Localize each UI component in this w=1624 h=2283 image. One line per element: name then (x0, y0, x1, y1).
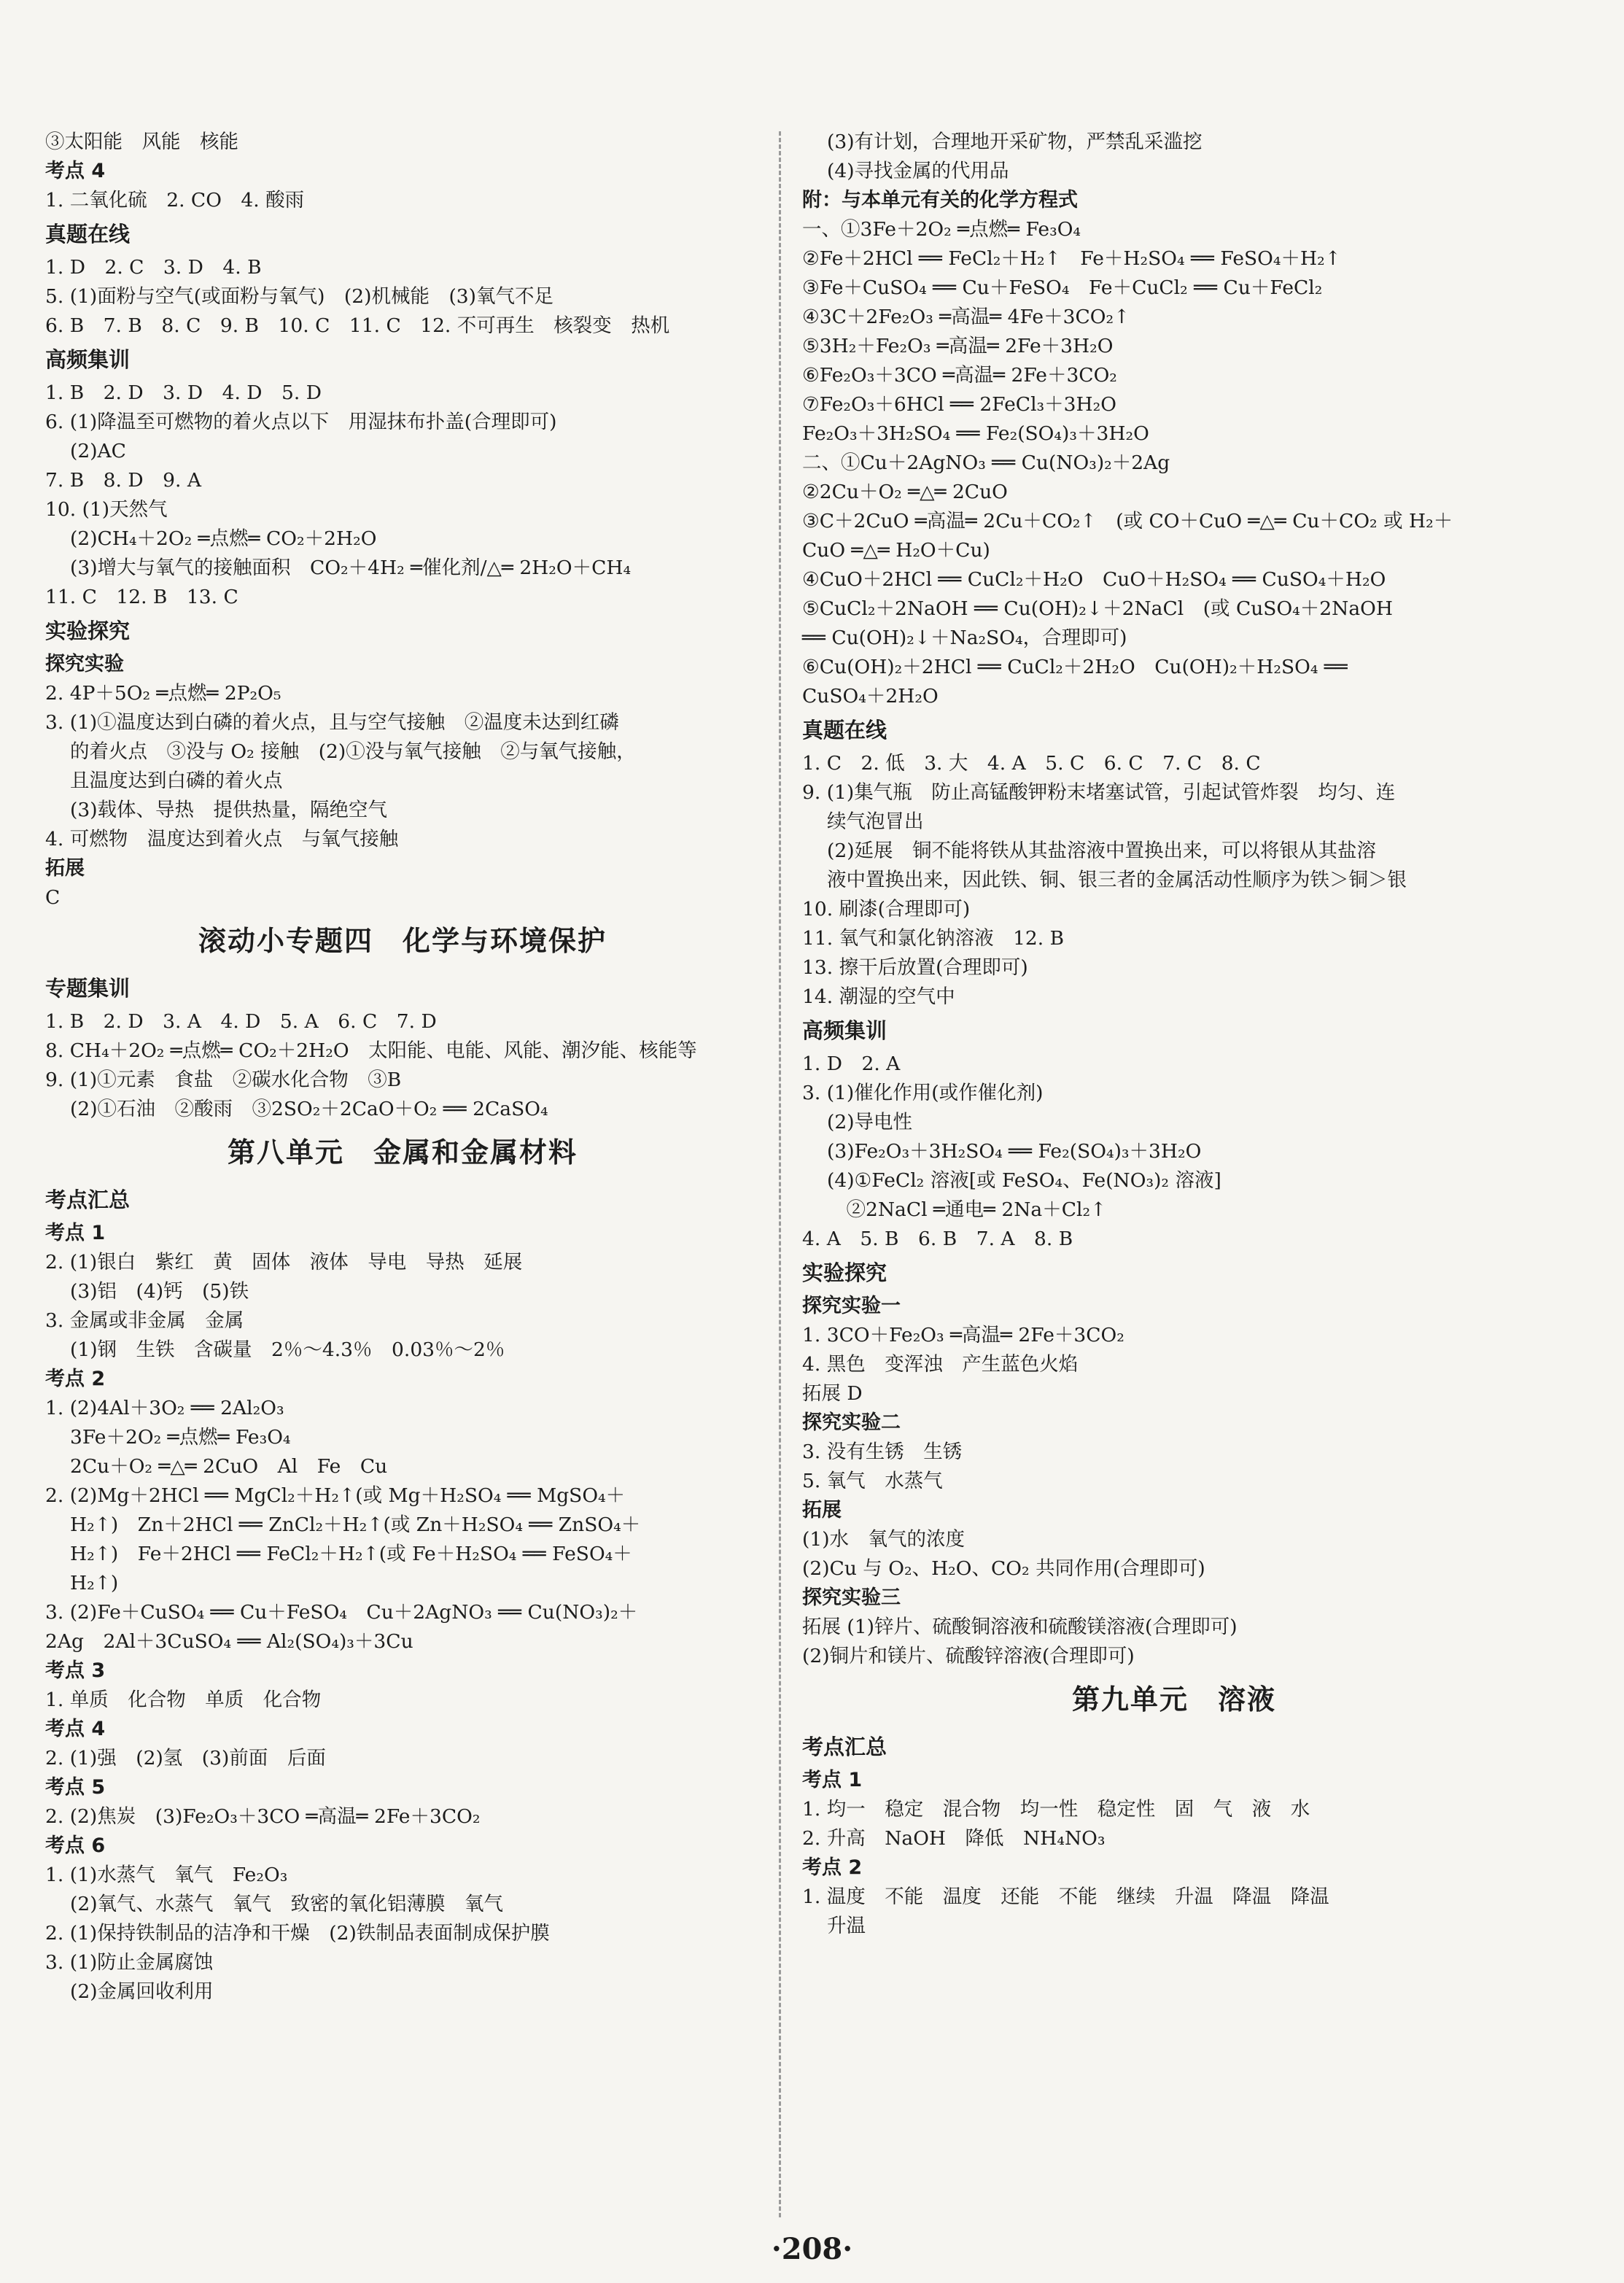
answer-line: 8. CH₄＋2O₂ ═点燃═ CO₂＋2H₂O 太阳能、电能、风能、潮汐能、核能等 (45, 1039, 697, 1062)
answer-line: 1. 二氧化硫 2. CO 4. 酸雨 (45, 189, 305, 212)
answer-line: 1. B 2. D 3. A 4. D 5. A 6. C 7. D (45, 1010, 437, 1033)
answer-line: 6. B 7. B 8. C 9. B 10. C 11. C 12. 不可再生 核裂变 热机 (45, 314, 670, 337)
answer-line: ②2NaCl ═通电═ 2Na＋Cl₂↑ (827, 1198, 1107, 1221)
answer-line: (2)导电性 (827, 1111, 913, 1133)
subsection-heading: 考点 4 (45, 1718, 106, 1740)
answer-line: 2Ag 2Al＋3CuSO₄ ══ Al₂(SO₄)₃＋3Cu (45, 1630, 413, 1653)
answer-line: 2Cu＋O₂ ═△═ 2CuO Al Fe Cu (70, 1455, 388, 1478)
answer-line: (3)增大与氧气的接触面积 CO₂＋4H₂ ═催化剂/△═ 2H₂O＋CH₄ (70, 557, 632, 579)
answer-line: ②Fe＋2HCl ══ FeCl₂＋H₂↑ Fe＋H₂SO₄ ══ FeSO₄＋H₂↑ (802, 247, 1341, 270)
answer-line: 3. (2)Fe＋CuSO₄ ══ Cu＋FeSO₄ Cu＋2AgNO₃ ══ Cu(NO₃)₂＋ (45, 1601, 638, 1624)
answer-line: ⑤3H₂＋Fe₂O₃ ═高温═ 2Fe＋3H₂O (802, 335, 1114, 357)
answer-line: (2)AC (70, 440, 126, 462)
answer-line: 4. 黑色 变浑浊 产生蓝色火焰 (802, 1353, 1079, 1376)
column-divider (779, 131, 781, 2217)
answer-line: (1)钢 生铁 含碳量 2％～4.3％ 0.03％～2％ (70, 1338, 505, 1361)
answer-line: 1. 3CO＋Fe₂O₃ ═高温═ 2Fe＋3CO₂ (802, 1324, 1124, 1346)
section-heading: 考点汇总 (45, 1187, 131, 1212)
answer-line: (2)金属回收利用 (70, 1980, 214, 2003)
answer-line: ③太阳能 风能 核能 (45, 131, 238, 153)
subsection-heading: 探究实验一 (802, 1295, 901, 1317)
answer-line: 9. (1)集气瓶 防止高锰酸钾粉末堵塞试管，引起试管炸裂 均匀、连 (802, 781, 1396, 804)
answer-line: ④CuO＋2HCl ══ CuCl₂＋H₂O CuO＋H₂SO₄ ══ CuSO₄＋H₂O (802, 568, 1386, 591)
answer-line: 1. C 2. 低 3. 大 4. A 5. C 6. C 7. C 8. C (802, 752, 1261, 775)
answer-line: 升温 (827, 1915, 866, 1937)
answer-line: Fe₂O₃＋3H₂SO₄ ══ Fe₂(SO₄)₃＋3H₂O (802, 422, 1149, 445)
answer-line: 10. 刷漆(合理即可) (802, 898, 971, 920)
subsection-heading: 考点 6 (45, 1834, 106, 1857)
subsection-heading: 考点 4 (45, 160, 106, 182)
page-number: ·208· (771, 2232, 853, 2266)
answer-line: 1. 均一 稳定 混合物 均一性 稳定性 固 气 液 水 (802, 1798, 1310, 1821)
answer-line: ⑤CuCl₂＋2NaOH ══ Cu(OH)₂↓＋2NaCl (或 CuSO₄＋2NaOH (802, 597, 1393, 620)
answer-line: 4. 可燃物 温度达到着火点 与氧气接触 (45, 828, 399, 850)
subsection-heading: 探究实验三 (802, 1586, 901, 1609)
answer-line: 2. (2)Mg＋2HCl ══ MgCl₂＋H₂↑(或 Mg＋H₂SO₄ ══ MgSO₄＋ (45, 1484, 626, 1507)
answer-line: H₂↑) Zn＋2HCl ══ ZnCl₂＋H₂↑(或 Zn＋H₂SO₄ ══ ZnSO₄＋ (70, 1513, 641, 1536)
answer-line: 拓展 (1)锌片、硫酸铜溶液和硫酸镁溶液(合理即可) (802, 1616, 1238, 1638)
answer-line: 的着火点 ③没与 O₂ 接触 (2)①没与氧气接触 ②与氧气接触， (70, 740, 636, 763)
left-column (45, 128, 760, 2007)
answer-line: 3. 金属或非金属 金属 (45, 1309, 244, 1332)
answer-line: 10. (1)天然气 (45, 498, 168, 521)
subsection-heading: 考点 2 (802, 1856, 863, 1879)
subsection-heading: 考点 1 (45, 1222, 106, 1244)
answer-line: H₂↑) Fe＋2HCl ══ FeCl₂＋H₂↑(或 Fe＋H₂SO₄ ══ FeSO₄＋ (70, 1543, 632, 1565)
answer-line: (2)Cu 与 O₂、H₂O、CO₂ 共同作用(合理即可) (802, 1557, 1205, 1580)
subsection-heading: 探究实验 (45, 653, 124, 675)
answer-line: 1. (1)水蒸气 氧气 Fe₂O₃ (45, 1864, 288, 1886)
subsection-heading: 拓展 (45, 857, 85, 880)
answer-line: 9. (1)①元素 食盐 ②碳水化合物 ③B (45, 1069, 402, 1091)
answer-line: ③C＋2CuO ═高温═ 2Cu＋CO₂↑ (或 CO＋CuO ═△═ Cu＋CO₂ 或 H₂＋ (802, 510, 1453, 532)
answer-line: C (45, 886, 61, 909)
unit-title: 滚动小专题四 化学与环境保护 (198, 925, 607, 957)
answer-line: 2. (1)强 (2)氢 (3)前面 后面 (45, 1747, 326, 1770)
subsection-heading: 附：与本单元有关的化学方程式 (802, 189, 1078, 212)
answer-line: 1. 温度 不能 温度 还能 不能 继续 升温 降温 降温 (802, 1885, 1329, 1908)
answer-line: ②2Cu＋O₂ ═△═ 2CuO (802, 481, 1008, 503)
answer-line: (2)延展 铜不能将铁从其盐溶液中置换出来，可以将银从其盐溶 (827, 840, 1377, 862)
answer-line: 2. (1)保持铁制品的洁净和干燥 (2)铁制品表面制成保护膜 (45, 1922, 550, 1945)
answer-line: CuSO₄＋2H₂O (802, 685, 939, 708)
answer-line: 3. 没有生锈 生锈 (802, 1441, 963, 1463)
answer-line: ⑥Fe₂O₃＋3CO ═高温═ 2Fe＋3CO₂ (802, 364, 1117, 387)
answer-line: 二、①Cu＋2AgNO₃ ══ Cu(NO₃)₂＋2Ag (802, 451, 1170, 474)
answer-line: ⑦Fe₂O₃＋6HCl ══ 2FeCl₃＋3H₂O (802, 393, 1117, 416)
answer-line: 11. 氧气和氯化钠溶液 12. B (802, 927, 1065, 950)
subsection-heading: 考点 1 (802, 1769, 863, 1791)
answer-line: CuO ═△═ H₂O＋Cu) (802, 539, 990, 562)
answer-line: 2. (1)银白 紫红 黄 固体 液体 导电 导热 延展 (45, 1251, 523, 1274)
answer-line: 1. 单质 化合物 单质 化合物 (45, 1689, 322, 1711)
answer-line: 拓展 D (802, 1382, 863, 1405)
section-heading: 高频集训 (802, 1018, 887, 1043)
answer-line: ③Fe＋CuSO₄ ══ Cu＋FeSO₄ Fe＋CuCl₂ ══ Cu＋FeCl₂ (802, 276, 1323, 299)
answer-line: 5. 氧气 水蒸气 (802, 1470, 943, 1492)
answer-line: (3)Fe₂O₃＋3H₂SO₄ ══ Fe₂(SO₄)₃＋3H₂O (827, 1140, 1202, 1163)
answer-line: 1. (2)4Al＋3O₂ ══ 2Al₂O₃ (45, 1397, 284, 1419)
answer-line: 2. (2)焦炭 (3)Fe₂O₃＋3CO ═高温═ 2Fe＋3CO₂ (45, 1805, 481, 1828)
subsection-heading: 拓展 (802, 1499, 842, 1522)
unit-title: 第八单元 金属和金属材料 (227, 1136, 578, 1168)
answer-line: 6. (1)降温至可燃物的着火点以下 用湿抹布扑盖(合理即可) (45, 411, 557, 433)
answer-line: 1. B 2. D 3. D 4. D 5. D (45, 381, 322, 404)
subsection-heading: 探究实验二 (802, 1411, 901, 1434)
subsection-heading: 考点 2 (45, 1368, 106, 1390)
answer-line: 11. C 12. B 13. C (45, 586, 238, 608)
answer-line: (2)CH₄＋2O₂ ═点燃═ CO₂＋2H₂O (70, 527, 377, 550)
answer-line: H₂↑) (70, 1572, 119, 1594)
answer-line: 14. 潮湿的空气中 (802, 985, 955, 1008)
section-heading: 实验探究 (802, 1260, 887, 1285)
answer-line: 4. A 5. B 6. B 7. A 8. B (802, 1228, 1073, 1250)
answer-line: 3. (1)①温度达到白磷的着火点，且与空气接触 ②温度未达到红磷 (45, 711, 619, 734)
answer-line: 1. D 2. C 3. D 4. B (45, 256, 262, 279)
answer-line: 续气泡冒出 (827, 810, 924, 833)
answer-line: ④3C＋2Fe₂O₃ ═高温═ 4Fe＋3CO₂↑ (802, 306, 1130, 328)
subsection-heading: 考点 3 (45, 1659, 106, 1682)
answer-line: (3)有计划，合理地开采矿物，严禁乱采滥挖 (827, 131, 1203, 153)
answer-line: (2)①石油 ②酸雨 ③2SO₂＋2CaO＋O₂ ══ 2CaSO₄ (70, 1098, 548, 1120)
answer-line: 7. B 8. D 9. A (45, 469, 201, 492)
answer-line: (2)氧气、水蒸气 氧气 致密的氧化铝薄膜 氧气 (70, 1893, 504, 1915)
subsection-heading: 考点 5 (45, 1776, 106, 1799)
answer-line: 液中置换出来，因此铁、铜、银三者的金属活动性顺序为铁＞铜＞银 (827, 869, 1407, 891)
answer-line: 3Fe＋2O₂ ═点燃═ Fe₃O₄ (70, 1426, 291, 1449)
answer-line: (3)铝 (4)钙 (5)铁 (70, 1280, 249, 1303)
answer-line: (3)载体、导热 提供热量，隔绝空气 (70, 799, 388, 821)
answer-line: (4)①FeCl₂ 溶液[或 FeSO₄、Fe(NO₃)₂ 溶液] (827, 1169, 1221, 1192)
answer-line: (2)铜片和镁片、硫酸锌溶液(合理即可) (802, 1645, 1135, 1667)
section-heading: 真题在线 (802, 718, 887, 743)
answer-line: 3. (1)防止金属腐蚀 (45, 1951, 214, 1974)
section-heading: 真题在线 (45, 222, 131, 247)
answer-line: 2. 4P＋5O₂ ═点燃═ 2P₂O₅ (45, 682, 281, 705)
unit-title: 第九单元 溶液 (1071, 1683, 1276, 1716)
section-heading: 专题集训 (45, 976, 131, 1001)
answer-line: 2. 升高 NaOH 降低 NH₄NO₃ (802, 1827, 1106, 1850)
section-heading: 考点汇总 (802, 1734, 887, 1759)
answer-line: (1)水 氧气的浓度 (802, 1528, 966, 1551)
answer-line: 且温度达到白磷的着火点 (70, 770, 283, 792)
answer-line: ══ Cu(OH)₂↓＋Na₂SO₄，合理即可) (802, 627, 1127, 649)
section-heading: 高频集训 (45, 347, 131, 372)
answer-line: ⑥Cu(OH)₂＋2HCl ══ CuCl₂＋2H₂O Cu(OH)₂＋H₂SO₄ ══ (802, 656, 1348, 678)
answer-line: 13. 擦干后放置(合理即可) (802, 956, 1028, 979)
answer-line: 5. (1)面粉与空气(或面粉与氧气) (2)机械能 (3)氧气不足 (45, 285, 553, 308)
section-heading: 实验探究 (45, 619, 131, 643)
right-column (802, 128, 1546, 1941)
answer-line: 1. D 2. A (802, 1053, 901, 1075)
answer-line: 3. (1)催化作用(或作催化剂) (802, 1082, 1044, 1104)
answer-line: 一、①3Fe＋2O₂ ═点燃═ Fe₃O₄ (802, 218, 1081, 241)
answer-line: (4)寻找金属的代用品 (827, 160, 1009, 182)
